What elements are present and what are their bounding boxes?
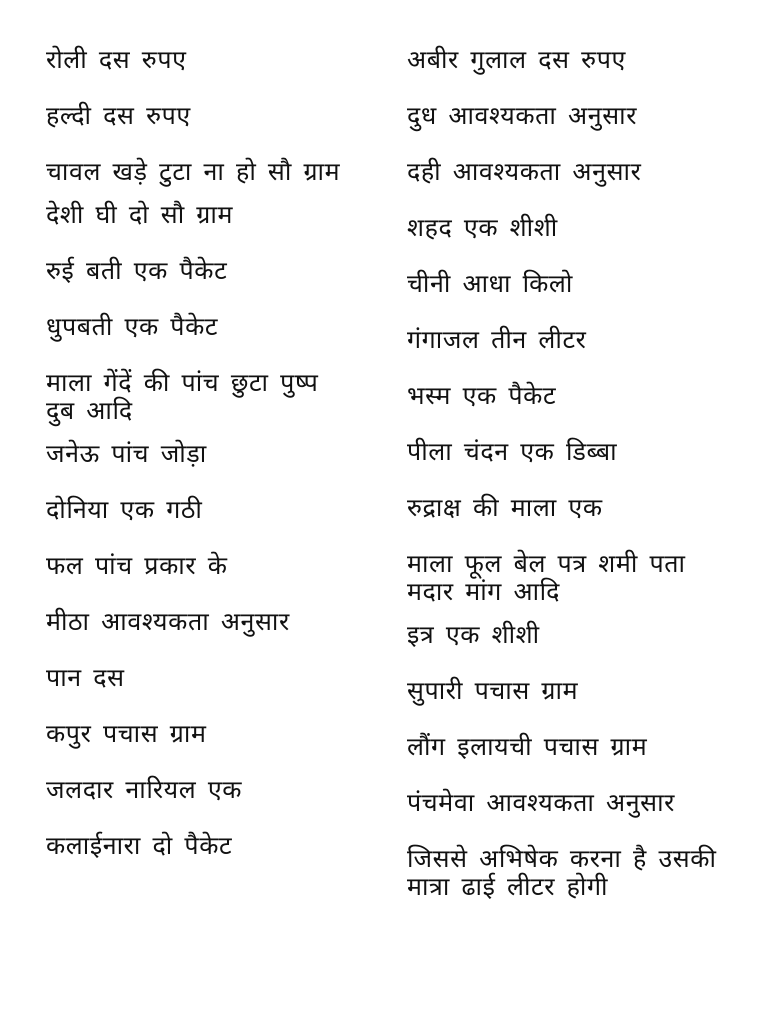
list-item: भस्म एक पैकेट bbox=[407, 381, 557, 410]
list-item: पीला चंदन एक डिब्बा bbox=[407, 437, 618, 466]
list-item: कलाईनारा दो पैकेट bbox=[46, 831, 233, 860]
list-item: हल्दी दस रुपए bbox=[46, 101, 191, 130]
list-item: जिससे अभिषेक करना है उसकी मात्रा ढाई लीटर होगी bbox=[407, 844, 717, 901]
list-item: फल पांच प्रकार के bbox=[46, 551, 228, 580]
list-item: रुई बती एक पैकेट bbox=[46, 256, 228, 285]
list-item: सुपारी पचास ग्राम bbox=[407, 676, 579, 705]
list-item: पान दस bbox=[46, 663, 125, 692]
list-item: देशी घी दो सौ ग्राम bbox=[46, 200, 234, 229]
list-item: चीनी आधा किलो bbox=[407, 269, 573, 298]
list-item: चावल खड़े टुटा ना हो सौ ग्राम bbox=[46, 157, 341, 186]
list-item: अबीर गुलाल दस रुपए bbox=[407, 45, 626, 74]
right-item-list bbox=[407, 46, 737, 916]
list-item: दही आवश्यकता अनुसार bbox=[407, 157, 642, 186]
list-item: लौंग इलायची पचास ग्राम bbox=[407, 732, 648, 761]
list-item: मीठा आवश्यकता अनुसार bbox=[46, 607, 290, 636]
list-item: गंगाजल तीन लीटर bbox=[407, 325, 587, 354]
list-item: कपुर पचास ग्राम bbox=[46, 719, 207, 748]
list-item: माला गेंदें की पांच छुटा पुष्प दुब आदि bbox=[46, 368, 319, 425]
list-item: रोली दस रुपए bbox=[46, 45, 187, 74]
list-item: रुद्राक्ष की माला एक bbox=[407, 493, 603, 522]
list-item: जनेऊ पांच जोड़ा bbox=[46, 439, 207, 468]
list-item: पंचमेवा आवश्यकता अनुसार bbox=[407, 788, 675, 817]
left-item-list bbox=[46, 46, 346, 888]
list-item: जलदार नारियल एक bbox=[46, 775, 243, 804]
list-item: दोनिया एक गठी bbox=[46, 495, 203, 524]
list-item: माला फूल बेल पत्र शमी पता मदार मांग आदि bbox=[407, 549, 686, 606]
list-item: इत्र एक शीशी bbox=[407, 620, 540, 649]
list-item: धुपबती एक पैकेट bbox=[46, 312, 219, 341]
list-item: शहद एक शीशी bbox=[407, 213, 558, 242]
list-item: दुध आवश्यकता अनुसार bbox=[407, 101, 638, 130]
